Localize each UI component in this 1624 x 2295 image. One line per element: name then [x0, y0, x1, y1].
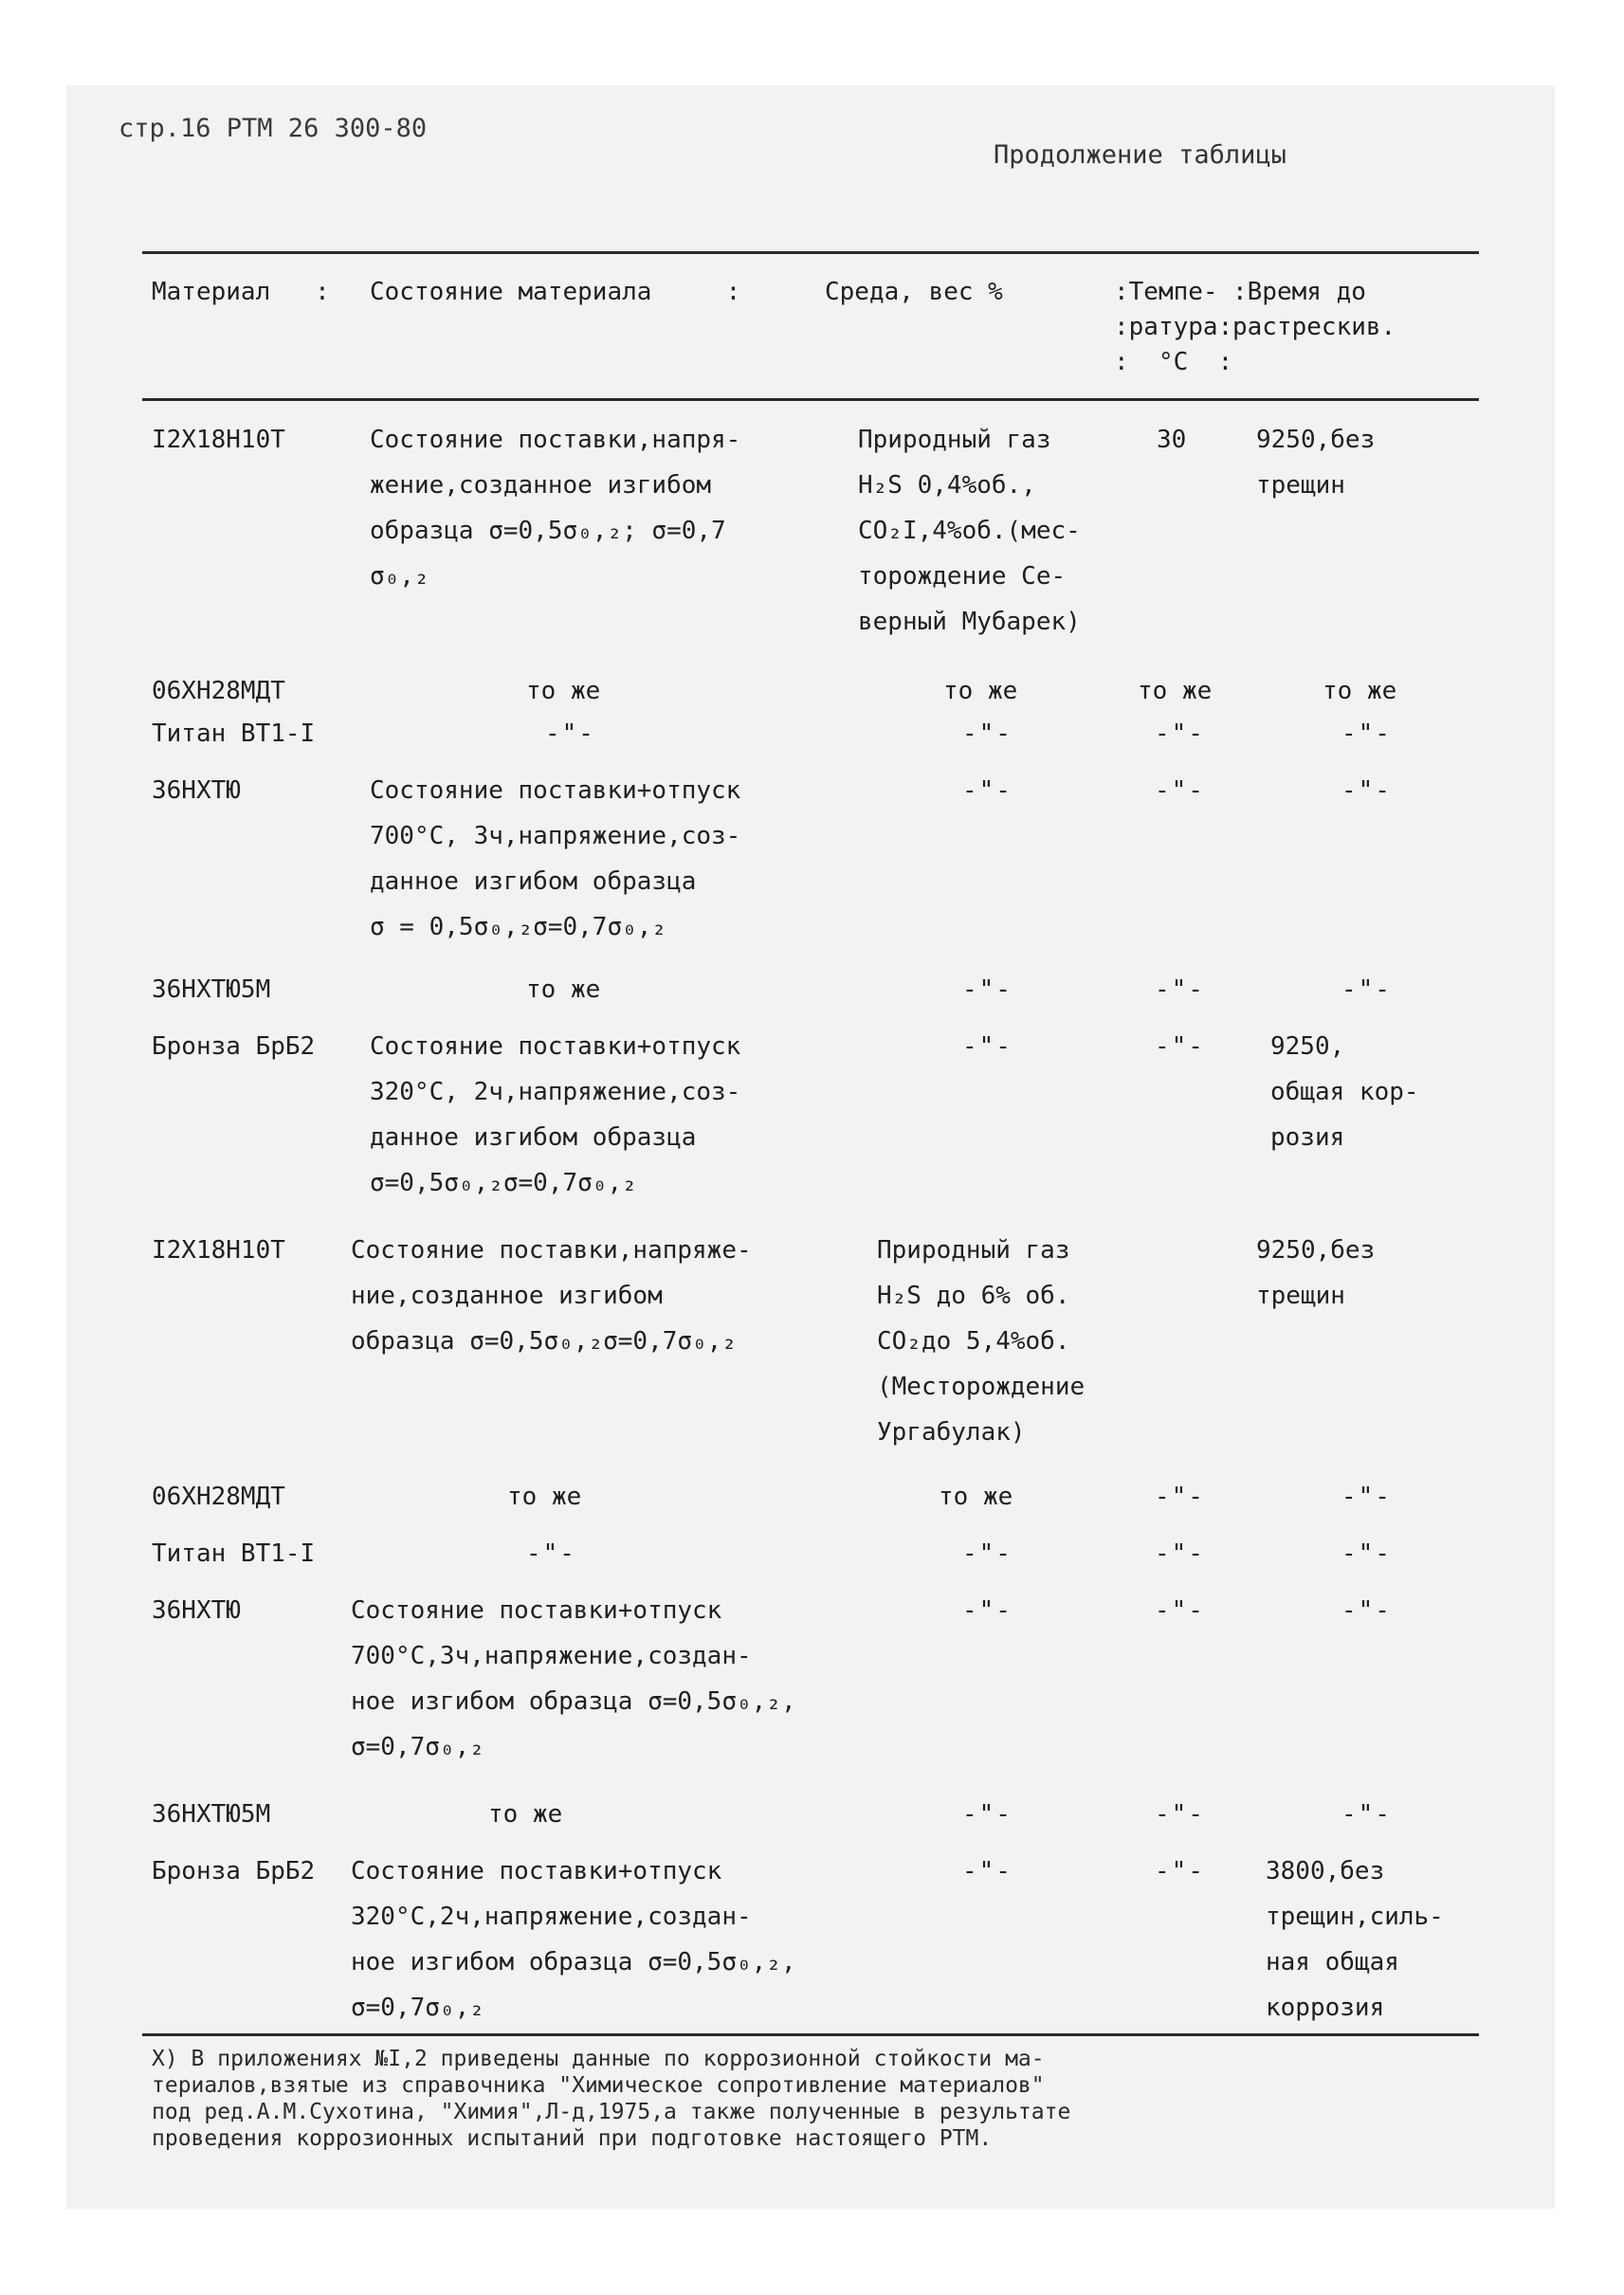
cell-material: 06ХН28МДТ — [152, 1483, 285, 1511]
table-top-rule — [142, 251, 1479, 254]
cell-state: -"- — [545, 719, 595, 748]
cell-material: I2Х18Н10Т — [152, 1236, 285, 1265]
cell-state: Состояние поставки+отпуск 700°С, 3ч,напряжение,соз- данное изгибом образца σ = 0,5σ₀,₂σ=0,7σ₀,₂ — [370, 776, 741, 941]
cell-temperature: то же — [1138, 677, 1213, 705]
cell-state: то же — [507, 1483, 582, 1511]
cell-medium: -"- — [962, 1032, 1013, 1061]
cell-state: то же — [526, 975, 601, 1004]
column-header-medium: Среда, вес % — [825, 278, 1003, 306]
cell-temperature: -"- — [1155, 1857, 1205, 1885]
cell-medium: то же — [939, 1483, 1013, 1511]
cell-crack-time: 9250,без трещин — [1256, 426, 1376, 500]
cell-crack-time: -"- — [1341, 719, 1392, 748]
column-header-state: Состояние материала : — [370, 278, 741, 306]
cell-material: 36НХТЮ — [152, 776, 241, 805]
cell-crack-time: 3800,без трещин,силь- ная общая коррозия — [1266, 1857, 1444, 2022]
cell-medium: то же — [943, 677, 1018, 705]
cell-state: Состояние поставки+отпуск 700°С,3ч,напряжение,создан- ное изгибом образца σ=0,5σ₀,₂, σ=0,7σ₀,₂ — [351, 1596, 796, 1761]
cell-temperature: -"- — [1155, 975, 1205, 1004]
column-header-material: Материал : — [152, 278, 330, 306]
page-reference: стр.16 РТМ 26 300-80 — [119, 114, 428, 143]
cell-temperature: -"- — [1155, 776, 1205, 805]
column-header-crack-time: :Время до растрескив. — [1232, 278, 1396, 341]
cell-medium: -"- — [962, 1596, 1013, 1625]
cell-crack-time: -"- — [1341, 1800, 1392, 1829]
cell-temperature: -"- — [1155, 719, 1205, 748]
footnote: Х) В приложениях №I,2 приведены данные по коррозионной стойкости ма- териалов,взятые из справочника "Химическое сопротивление материалов" под ред.А.М.Сухотина, "Химия",Л-д,1975,а также полученные в результате проведения коррозионных испытаний при подготовке настоящего РТМ. — [152, 2047, 1071, 2151]
cell-crack-time: -"- — [1341, 975, 1392, 1004]
cell-material: 36НХТЮ5М — [152, 975, 271, 1004]
cell-crack-time: -"- — [1341, 1539, 1392, 1568]
cell-temperature: -"- — [1155, 1032, 1205, 1061]
cell-medium: -"- — [962, 719, 1013, 748]
cell-crack-time: -"- — [1341, 1596, 1392, 1625]
cell-temperature: -"- — [1155, 1596, 1205, 1625]
cell-state: Состояние поставки+отпуск 320°С, 2ч,напряжение,соз- данное изгибом образца σ=0,5σ₀,₂σ=0,7σ₀,₂ — [370, 1032, 741, 1197]
cell-medium: -"- — [962, 776, 1013, 805]
table-header-rule — [142, 398, 1479, 401]
cell-state: то же — [488, 1800, 563, 1829]
cell-material: Бронза БрБ2 — [152, 1032, 316, 1061]
cell-material: Титан ВТ1-I — [152, 1539, 316, 1568]
cell-temperature: -"- — [1155, 1483, 1205, 1511]
cell-state: Состояние поставки+отпуск 320°С,2ч,напряжение,создан- ное изгибом образца σ=0,5σ₀,₂, σ=0,7σ₀,₂ — [351, 1857, 796, 2022]
cell-crack-time: -"- — [1341, 776, 1392, 805]
cell-temperature: 30 — [1157, 426, 1187, 454]
cell-state: то же — [526, 677, 601, 705]
cell-medium: -"- — [962, 1800, 1013, 1829]
cell-material: 36НХТЮ5М — [152, 1800, 271, 1829]
cell-crack-time: то же — [1323, 677, 1397, 705]
cell-crack-time: 9250,без трещин — [1256, 1236, 1376, 1310]
cell-temperature: -"- — [1155, 1800, 1205, 1829]
cell-temperature: -"- — [1155, 1539, 1205, 1568]
cell-state: Состояние поставки,напря- жение,созданное изгибом образца σ=0,5σ₀,₂; σ=0,7 σ₀,₂ — [370, 426, 741, 591]
cell-medium: -"- — [962, 1857, 1013, 1885]
scanned-page — [66, 85, 1555, 2209]
cell-crack-time: 9250, общая кор- розия — [1270, 1032, 1419, 1152]
cell-material: 36НХТЮ — [152, 1596, 241, 1625]
cell-medium: Природный газ H₂S до 6% об. CO₂до 5,4%об. (Месторождение Ургабулак) — [877, 1236, 1086, 1447]
cell-state: -"- — [526, 1539, 576, 1568]
table-bottom-rule — [142, 2033, 1479, 2036]
cell-material: 06ХН28МДТ — [152, 677, 285, 705]
cell-medium: -"- — [962, 975, 1013, 1004]
cell-medium: Природный газ H₂S 0,4%об., CO₂I,4%об.(мес- торождение Се- верный Мубарек) — [858, 426, 1081, 636]
column-header-temperature: :Темпе- :ратура: : °C : — [1114, 278, 1233, 376]
cell-material: Бронза БрБ2 — [152, 1857, 316, 1885]
table-continuation-label: Продолжение таблицы — [994, 140, 1286, 170]
cell-material: Титан ВТ1-I — [152, 719, 316, 748]
cell-material: I2Х18Н10Т — [152, 426, 285, 454]
cell-medium: -"- — [962, 1539, 1013, 1568]
cell-crack-time: -"- — [1341, 1483, 1392, 1511]
cell-state: Состояние поставки,напряже- ние,созданное изгибом образца σ=0,5σ₀,₂σ=0,7σ₀,₂ — [351, 1236, 752, 1356]
